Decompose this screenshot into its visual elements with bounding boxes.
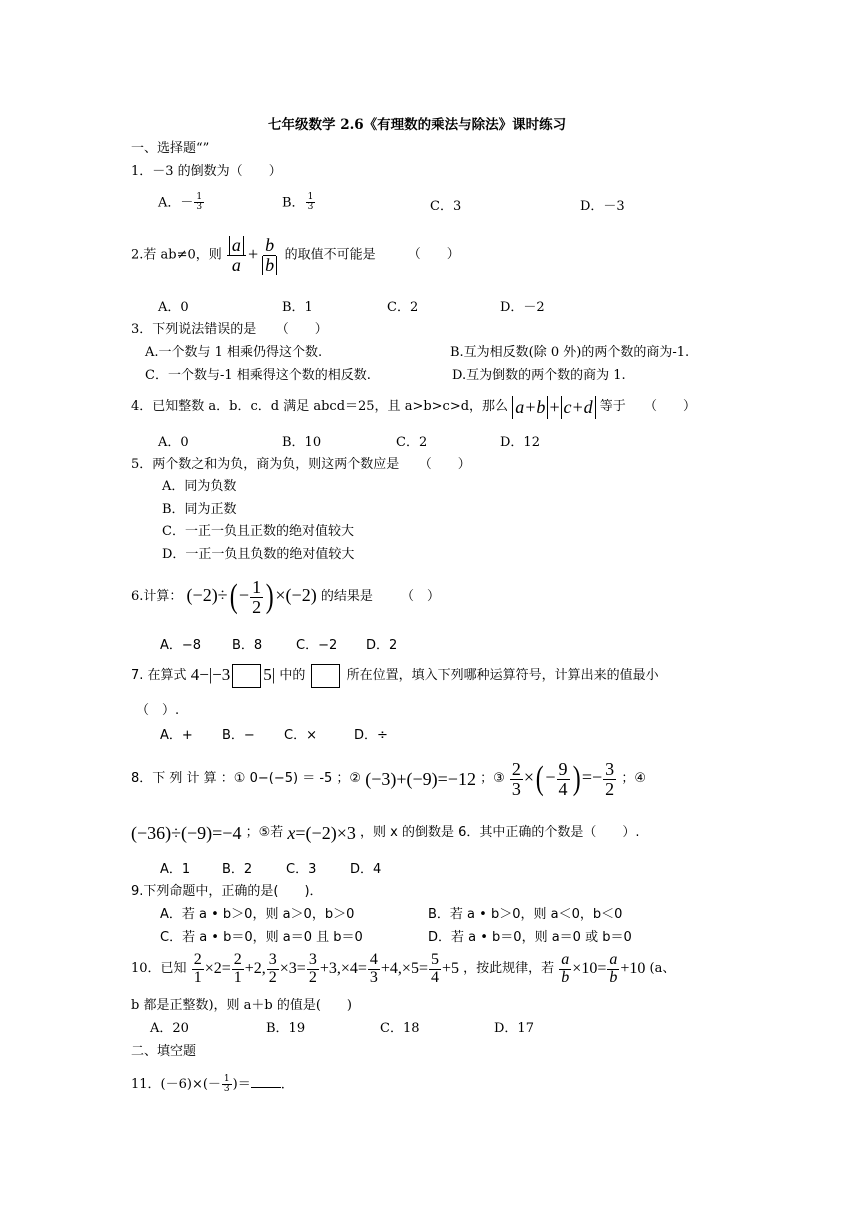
q10-option-d: D．17: [494, 1021, 534, 1036]
q8-option-d: D．4: [350, 862, 382, 877]
q6-option-a: A．−8: [160, 638, 202, 653]
q8-option-b: B．2: [222, 862, 253, 877]
q1-option-a: A．－ $\frac{1}{3}$: [158, 192, 203, 213]
q5-option-b: B．同为正数: [162, 502, 237, 517]
q3-option-c: C．一个数与-1 相乘得这个数的相反数.: [145, 368, 371, 383]
answer-box-reference: [311, 664, 340, 688]
q9-option-d: D．若 a • b＝0，则 a＝0 或 b＝0: [428, 930, 632, 945]
q5-option-d: D．一正一负且负数的绝对值较大: [162, 547, 355, 562]
question-4: 4．已知整数 a．b．c．d 满足 abcd＝25，且 a>b>c>d，那么 a+b + c+d 等于 （ ）: [131, 397, 696, 417]
q1-option-c: C．3: [430, 199, 462, 214]
q2-option-d: D．－2: [500, 300, 545, 315]
section-heading-fill: 二、填空题: [131, 1044, 197, 1059]
q3-option-a: A.一个数与 1 相乘仍得这个数.: [145, 345, 323, 360]
q5-option-a: A．同为负数: [162, 479, 237, 494]
question-10: 10．已知 $\frac{2}{1}$ ×2= $\frac{2}{1}$ +2, $\frac{3}{2}$ ×3= $\frac{3}{2}$ +3,×4= $\frac{4}{3}$ +4,×5= $\frac{5}{4}$ +5 ，按此规律，若 $\frac{a}{b}$ ×10= $\frac{a}{b}$ +10 (a、: [131, 951, 676, 986]
q7-option-a: A．+: [160, 728, 193, 743]
question-9: 9.下列命题中，正确的是( )．: [131, 884, 323, 899]
q4-option-d: D．12: [500, 435, 540, 450]
q10-option-c: C．18: [380, 1021, 420, 1036]
q7-option-b: B．−: [222, 728, 255, 743]
question-5: 5．两个数之和为负，商为负，则这两个数应是 （ ）: [131, 457, 471, 472]
q6-option-c: C．−2: [296, 638, 338, 653]
q8-line2: (−36)÷(−9)=−4 ；⑤若 x=(−2)×3 ，则 x 的倒数是 6．其中正确的个数是（ ）.: [131, 823, 640, 843]
q9-option-c: C．若 a • b＝0，则 a＝0 且 b＝0: [160, 930, 363, 945]
question-3: 3．下列说法错误的是 （ ）: [131, 322, 328, 337]
q7-option-d: D．÷: [354, 728, 388, 743]
section-heading-choice: 一、选择题“”: [131, 141, 210, 156]
question-1: 1．－3 的倒数为（ ）: [131, 164, 282, 179]
q2-option-a: A．0: [158, 300, 189, 315]
question-2: 2.若 ab≠0，则 $\frac{a}{a}$ + $\frac{b}{b}$ 的取值不可能是 （ ）: [131, 235, 460, 275]
q6-option-d: D．2: [366, 638, 398, 653]
q6-option-b: B．8: [232, 638, 263, 653]
q7-option-c: C．×: [284, 728, 317, 743]
q1-option-b: B． $\frac{1}{3}$: [282, 192, 314, 213]
q5-option-c: C．一正一负且正数的绝对值较大: [162, 524, 354, 539]
q9-option-b: B．若 a • b＞0，则 a＜0，b＜0: [428, 907, 623, 922]
q10-option-b: B．19: [266, 1021, 306, 1036]
q9-option-a: A．若 a • b＞0，则 a＞0，b＞0: [160, 907, 355, 922]
question-7: 7. 在算式 4−|−3 5| 中的 所在位置，填入下列哪种运算符号，计算出来的值最小: [131, 664, 659, 688]
question-11: 11．(－6)×(－ $\frac{1}{3}$ )＝ .: [131, 1074, 285, 1095]
page-title: 七年级数学 2.6《有理数的乘法与除法》课时练习: [268, 117, 567, 133]
q10-option-a: A．20: [150, 1021, 189, 1036]
q4-option-c: C．2: [396, 435, 428, 450]
q2-option-c: C．2: [387, 300, 419, 315]
q4-option-b: B．10: [282, 435, 322, 450]
question-8: 8．下 列 计 算 ：① 0−(−5) ＝ -5 ；② (−3)+(−9)=−12 ；③ $\frac{2}{3}$ ×(− $\frac{9}{4}$ )=− $\frac{3}{2}$ ；④: [131, 758, 646, 799]
q2-option-b: B．1: [282, 300, 313, 315]
q7-line2: （ ）.: [136, 703, 180, 718]
answer-blank: [251, 1075, 281, 1088]
q10-line2: b 都是正整数)，则 a＋b 的值是( ): [131, 998, 353, 1013]
q8-option-a: A．1: [160, 862, 191, 877]
q8-option-c: C．3: [286, 862, 317, 877]
q1-option-d: D．－3: [580, 199, 625, 214]
question-6: 6.计算： (−2)÷(− $\frac{1}{2}$ )×(−2) 的结果是 （ ）: [131, 576, 440, 617]
answer-box: [232, 664, 261, 688]
q3-option-d: D.互为倒数的两个数的商为 1.: [452, 368, 626, 383]
q4-option-a: A．0: [158, 435, 189, 450]
q3-option-b: B.互为相反数(除 0 外)的两个数的商为-1.: [450, 345, 690, 360]
